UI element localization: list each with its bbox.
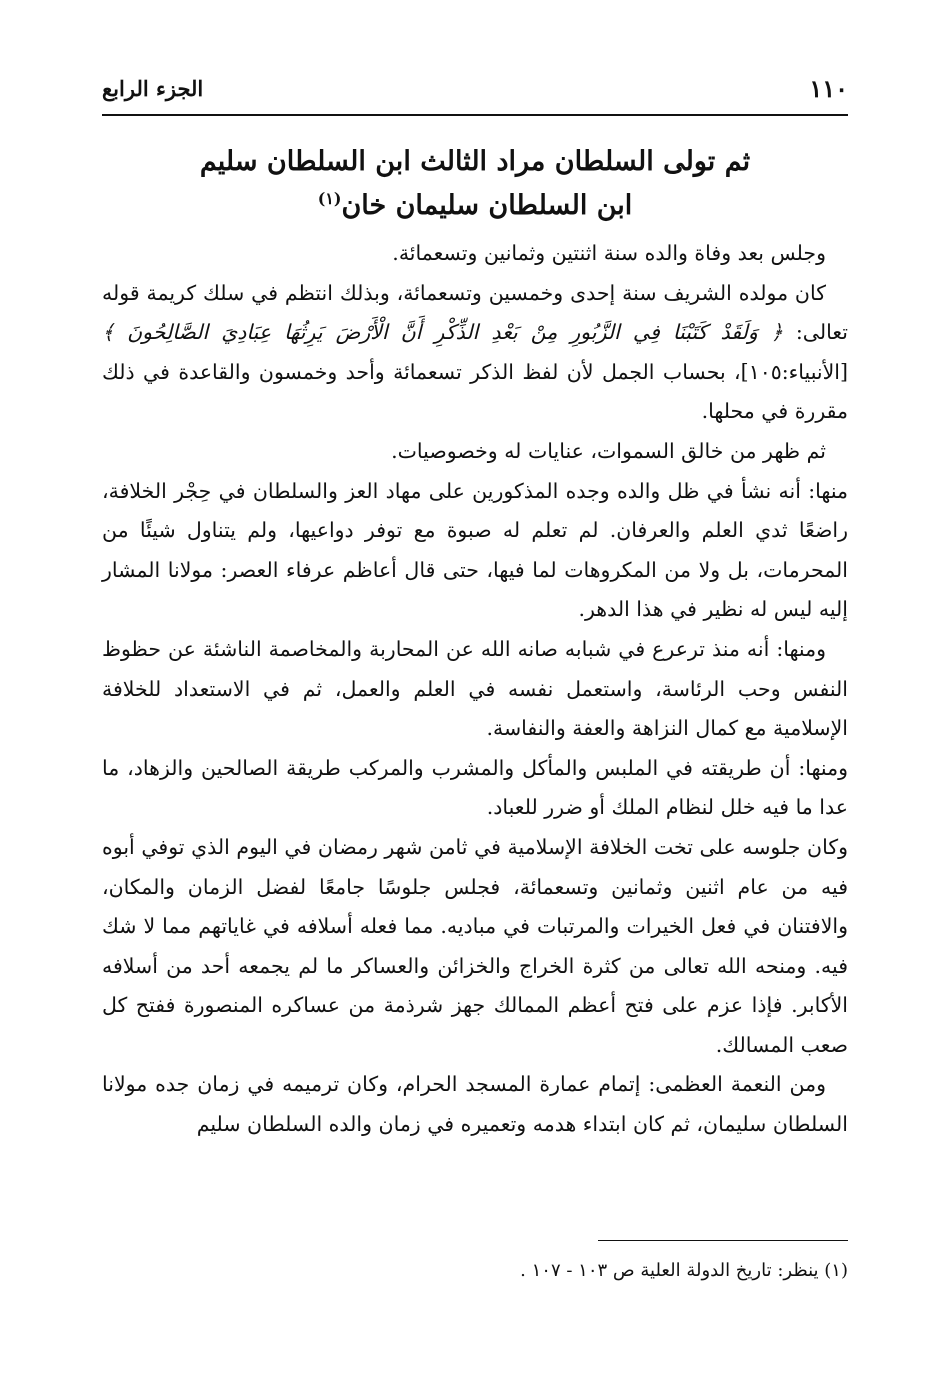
chapter-title-line-2-text: ابن السلطان سليمان خان: [341, 190, 633, 221]
footnote-divider: [598, 1240, 848, 1241]
page-number: ١١٠: [809, 74, 848, 103]
paragraph-2: [102, 274, 848, 432]
paragraph-8: ومن النعمة العظمى: إتمام عمارة المسجد الحرام، وكان ترميمه في زمان جده مولانا السلطان سليمان، ثم كان ابتداء هدمه وتعميره في زمان والده السلطان سليم: [102, 1072, 848, 1137]
footnote: (١) ينظر: تاريخ الدولة العلية ص ١٠٣ - ١٠٧ .: [520, 1260, 848, 1281]
chapter-title-line-1: ثم تولى السلطان مراد الثالث ابن السلطان سليم: [199, 146, 751, 177]
body-text: [102, 234, 848, 1145]
paragraph-3: ثم ظهر من خالق السموات، عنايات له وخصوصيات.: [391, 438, 826, 463]
paragraph-2-intro: كان مولده الشريف سنة إحدى وخمسين وتسعمائة، وبذلك انتظم في سلك كريمة قوله تعالى:: [102, 280, 848, 345]
paragraph-7: وكان جلوسه على تخت الخلافة الإسلامية في ثامن شهر رمضان في اليوم الذي توفي أبوه فيه من عام اثنين وثمانين وتسعمائة، فجلس جلوسًا جامعًا لفضل الزمان والمكان، والافتنان في فعل الخيرات والمرتبات في مباديه. مما فعله أسلافه في غاياتهم مما لا شك فيه. ومنحه الله تعالى من كثرة الخراج والخزائن والعساكر ما لم يجمعه أحد من أسلافه الأكابر. فإذا عزم على فتح أعظم الممالك جهز شرذمة من عساكره المنصورة ففتح كل صعب المسالك.: [102, 834, 848, 1057]
chapter-title-line-2: [102, 184, 848, 228]
paragraph-5: ومنها: أنه منذ ترعرع في شبابه صانه الله عن المحاربة والمخاصمة الناشئة عن حظوظ النفس وحب الرئاسة، واستعمل نفسه في العلم والعمل، ثم في الاستعداد للخلافة الإسلامية مع كمال النزاهة والعفة والنفاسة.: [102, 636, 848, 741]
paragraph-1: وجلس بعد وفاة والده سنة اثنتين وثمانين وتسعمائة.: [392, 241, 826, 265]
quran-verse: ﴿ وَلَقَدْ كَتَبْنَا فِي الزَّبُورِ مِنْ بَعْدِ الذِّكْرِ أَنَّ الْأَرْضَ يَرِثُهَا عِبَادِيَ الصَّالِحُونَ ﴾: [102, 320, 783, 345]
chapter-title: [102, 140, 848, 228]
paragraph-2-rest: [الأنبياء:١٠٥]، بحساب الجمل لأن لفظ الذكر تسعمائة وأحد وخمسون والقاعدة في ذلك مقررة في محلها.: [102, 359, 848, 424]
paragraph-6: ومنها: أن طريقته في الملبس والمأكل والمشرب والمركب طريقة الصالحين والزهاد، ما عدا ما فيه خلل لنظام الملك أو ضرر للعباد.: [102, 755, 848, 820]
footnote-marker: (١): [317, 189, 342, 208]
running-title: الجزء الرابع: [102, 76, 204, 101]
page-header: [102, 70, 848, 116]
paragraph-4: منها: أنه نشأ في ظل والده وجده المذكورين على مهاد العز والسلطان في حِجْر الخلافة، راضعًا ثدي العلم والعرفان. لم تعلم له صبوة مع توفر دواعيها، ولم يتناول شيئًا من المحرمات، بل ولا من المكروهات لما فيها، حتى قال أعاظم عرفاء العصر: مولانا المشار إليه ليس له نظير في هذا الدهر.: [102, 478, 848, 622]
